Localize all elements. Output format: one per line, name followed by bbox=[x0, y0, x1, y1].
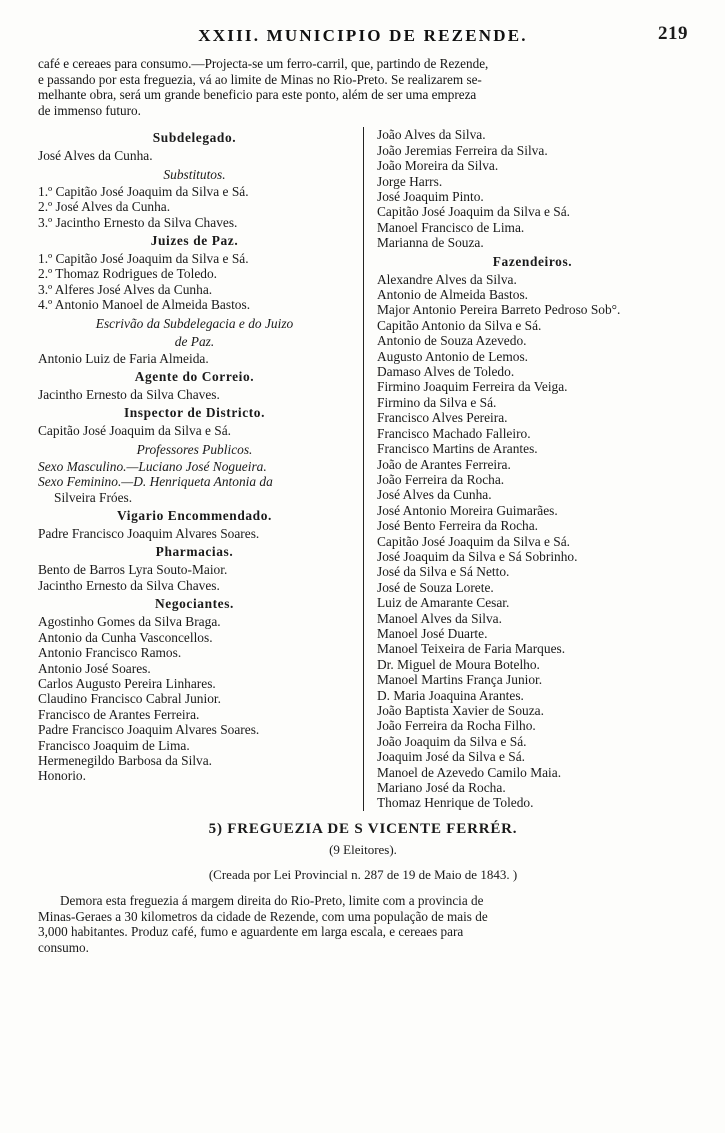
right-list-entry: Manoel José Duarte. bbox=[377, 625, 488, 641]
left-list-section-heading: Juizes de Paz. bbox=[150, 233, 239, 248]
right-list-entry: José da Silva e Sá Netto. bbox=[377, 564, 510, 580]
intro-line: de immenso futuro. bbox=[38, 102, 141, 118]
right-list-entry: Firmino da Silva e Sá. bbox=[377, 394, 497, 410]
column-divider bbox=[363, 127, 364, 810]
left-list-entry: Padre Francisco Joaquim Alvares Soares. bbox=[38, 526, 260, 542]
left-list-entry: Antonio Luiz de Faria Almeida. bbox=[38, 350, 209, 366]
right-list-entry: Capitão Antonio da Silva e Sá. bbox=[377, 317, 542, 333]
freguezia-description bbox=[38, 893, 688, 956]
right-list-entry: D. Maria Joaquina Arantes. bbox=[377, 687, 524, 703]
right-list-entry: Mariano José da Rocha. bbox=[377, 780, 506, 796]
left-list-section-heading: Inspector de Districto. bbox=[123, 405, 266, 421]
right-list-section-heading: Fazendeiros. bbox=[492, 253, 573, 269]
left-list-entry: Sexo Feminino.—D. Henriqueta Antonia da bbox=[38, 474, 273, 490]
left-list-section-heading: Subdelegado. bbox=[152, 130, 237, 146]
intro-line: e passando por esta freguezia, vá ao limite de Minas no Rio-Preto. Se realizarem se- bbox=[38, 71, 482, 87]
two-column-listing bbox=[38, 127, 688, 810]
right-list-entry: João de Arantes Ferreira. bbox=[377, 456, 511, 472]
right-list-entry: Alexandre Alves da Silva. bbox=[377, 271, 517, 287]
left-list-entry: 2.º José Alves da Cunha. bbox=[38, 199, 171, 215]
left-list-entry: 4.º Antonio Manoel de Almeida Bastos. bbox=[38, 297, 251, 313]
description-line: 3,000 habitantes. Produz café, fumo e aguardente em larga escala, e cereaes para bbox=[38, 924, 464, 940]
left-list-entry: Sexo Masculino.—Luciano José Nogueira. bbox=[38, 458, 267, 474]
left-list-entry: Antonio da Cunha Vasconcellos. bbox=[38, 629, 213, 645]
page-title: XXIII. MUNICIPIO DE REZENDE. bbox=[198, 26, 528, 45]
right-list-entry: Manoel Teixeira de Faria Marques. bbox=[377, 641, 566, 657]
page-content bbox=[38, 23, 688, 956]
right-list-entry: José Joaquim Pinto. bbox=[377, 189, 484, 204]
right-list-entry: Marianna de Souza. bbox=[377, 235, 484, 251]
description-line: Minas-Geraes a 30 kilometros da cidade de Rezende, com uma população de mais de bbox=[38, 908, 488, 924]
right-list-entry: José Bento Ferreira da Rocha. bbox=[377, 518, 539, 534]
right-list-entry: José de Souza Lorete. bbox=[377, 579, 494, 595]
right-list-entry: João Moreira da Silva. bbox=[377, 158, 499, 174]
left-list-entry: Honorio. bbox=[38, 768, 86, 784]
right-list-entry: Manoel Martins França Junior. bbox=[377, 672, 543, 688]
left-list-section-heading: Negociantes. bbox=[155, 596, 234, 612]
left-list-entry: Francisco Joaquim de Lima. bbox=[38, 737, 190, 753]
right-list-entry: Thomaz Henrique de Toledo. bbox=[377, 795, 534, 811]
right-list-entry: João Jeremias Ferreira da Silva. bbox=[377, 142, 548, 158]
right-list-entry: João Ferreira da Rocha Filho. bbox=[377, 718, 536, 734]
right-list-entry: Francisco Machado Falleiro. bbox=[377, 425, 531, 441]
right-list-entry: Damaso Alves de Toledo. bbox=[377, 364, 515, 380]
right-list-entry: José Joaquim da Silva e Sá Sobrinho. bbox=[377, 548, 578, 564]
page-header bbox=[38, 23, 688, 46]
right-list-entry: Francisco Alves Pereira. bbox=[377, 410, 508, 426]
intro-line: melhante obra, será um grande beneficio para este ponto, além de ser uma empreza bbox=[38, 87, 477, 103]
left-list-entry: Bento de Barros Lyra Souto-Maior. bbox=[38, 562, 228, 578]
left-list-entry: Silveira Fróes. bbox=[54, 489, 133, 505]
left-list-entry: 3.º Alferes José Alves da Cunha. bbox=[38, 281, 213, 297]
left-list-section-heading: Professores Publicos. bbox=[136, 441, 253, 457]
right-list-entry: Jorge Harrs. bbox=[377, 173, 443, 189]
left-list-entry: Antonio Francisco Ramos. bbox=[38, 645, 182, 661]
left-list-entry: Capitão José Joaquim da Silva e Sá. bbox=[38, 423, 232, 439]
right-list-entry: Joaquim José da Silva e Sá. bbox=[377, 749, 526, 765]
intro-line: café e cereaes para consumo.—Projecta-se um ferro-carril, que, partindo de Rezende, bbox=[38, 56, 489, 71]
left-list-entry: Jacintho Ernesto da Silva Chaves. bbox=[38, 387, 220, 403]
freguezia-title: 5) FREGUEZIA DE S VICENTE FERRÉR. bbox=[208, 820, 518, 837]
page-number: 219 bbox=[658, 23, 688, 44]
left-list-entry: 1.º Capitão José Joaquim da Silva e Sá. bbox=[38, 183, 249, 199]
left-list-entry: Padre Francisco Joaquim Alvares Soares. bbox=[38, 722, 260, 738]
left-list-section-heading: de Paz. bbox=[174, 333, 215, 349]
right-list-entry: Capitão José Joaquim da Silva e Sá. bbox=[377, 533, 571, 549]
right-list-entry: Antonio de Almeida Bastos. bbox=[377, 287, 529, 303]
right-list-entry: Major Antonio Pereira Barreto Pedroso Sob°. bbox=[377, 302, 621, 318]
freguezia-law: (Creada por Lei Provincial n. 287 de 19 de Maio de 1843. ) bbox=[208, 866, 518, 882]
left-list-section-heading: Vigario Encommendado. bbox=[117, 508, 272, 524]
right-list-entry: Augusto Antonio de Lemos. bbox=[377, 348, 529, 364]
intro-paragraph bbox=[38, 56, 688, 118]
left-list-entry: Hermenegildo Barbosa da Silva. bbox=[38, 752, 213, 768]
right-column bbox=[363, 127, 688, 810]
description-line: consumo. bbox=[38, 940, 89, 956]
left-list-entry: Francisco de Arantes Ferreira. bbox=[38, 706, 200, 722]
left-list-section-heading: Substitutos. bbox=[163, 166, 226, 182]
left-list-entry: 3.º Jacintho Ernesto da Silva Chaves. bbox=[38, 214, 238, 230]
right-list-entry: João Baptista Xavier de Souza. bbox=[377, 703, 544, 718]
right-list-entry: Antonio de Souza Azevedo. bbox=[377, 333, 527, 349]
left-column bbox=[38, 127, 363, 810]
right-list-entry: João Ferreira da Rocha. bbox=[377, 471, 505, 487]
left-list-entry: José Alves da Cunha. bbox=[38, 148, 153, 164]
left-list-section-heading: Pharmacias. bbox=[155, 544, 234, 560]
right-list-entry: Firmino Joaquim Ferreira da Veiga. bbox=[377, 379, 568, 395]
right-list-entry: João Alves da Silva. bbox=[377, 127, 486, 143]
right-list-entry: Capitão José Joaquim da Silva e Sá. bbox=[377, 204, 571, 220]
right-list-entry: João Joaquim da Silva e Sá. bbox=[377, 733, 527, 749]
right-list-entry: José Antonio Moreira Guimarães. bbox=[377, 502, 558, 518]
left-list-entry: Agostinho Gomes da Silva Braga. bbox=[38, 614, 221, 630]
right-list-entry: Luiz de Amarante Cesar. bbox=[377, 595, 510, 611]
right-list-entry: Manoel Alves da Silva. bbox=[377, 610, 502, 626]
left-list-entry: Claudino Francisco Cabral Junior. bbox=[38, 691, 221, 707]
right-list-entry: Manoel Francisco de Lima. bbox=[377, 219, 525, 235]
left-list-entry: Antonio José Soares. bbox=[38, 660, 151, 676]
left-list-entry: Carlos Augusto Pereira Linhares. bbox=[38, 675, 216, 691]
left-list-entry: Jacintho Ernesto da Silva Chaves. bbox=[38, 577, 220, 593]
left-list-section-heading: Agente do Correio. bbox=[134, 369, 255, 385]
right-list-entry: José Alves da Cunha. bbox=[377, 487, 492, 503]
left-list-entry: 1.º Capitão José Joaquim da Silva e Sá. bbox=[38, 251, 249, 266]
left-list-section-heading: Escrivão da Subdelegacia e do Juizo bbox=[95, 315, 294, 331]
right-list-entry: Francisco Martins de Arantes. bbox=[377, 441, 538, 457]
description-line: Demora esta freguezia á margem direita do Rio-Preto, limite com a provincia de bbox=[60, 892, 484, 908]
right-list-entry: Manoel de Azevedo Camilo Maia. bbox=[377, 764, 562, 780]
right-list-entry: Dr. Miguel de Moura Botelho. bbox=[377, 656, 540, 672]
freguezia-electors: (9 Eleitores). bbox=[329, 841, 397, 857]
left-list-entry: 2.º Thomaz Rodrigues de Toledo. bbox=[38, 266, 218, 282]
